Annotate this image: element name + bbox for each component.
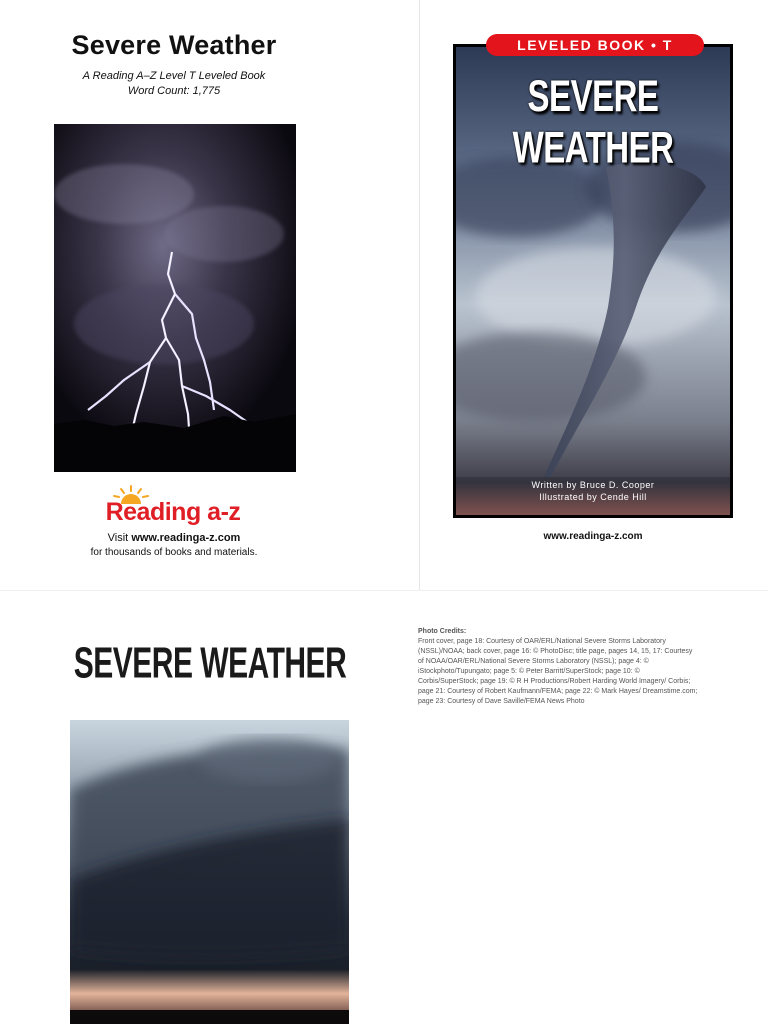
book-subtitle: A Reading A–Z Level T Leveled Book xyxy=(82,70,266,82)
photo-credits-heading: Photo Credits: xyxy=(418,628,467,635)
illustrator-credit: Illustrated by Cende Hill xyxy=(539,492,647,502)
photo-credits-body: Front cover, page 18: Courtesy of OAR/ERL/National Severe Storms Laboratory (NSSL)/NOAA; back cover, page 16: © PhotoDisc; title page, pages 14, 15, 17: Courtesy of NOAA/OAR/ERL/National Severe Storms Laboratory (NSSL); page 4: © iStockphoto/Tupungato; page 5: © Peter Barritt/SuperStock; page 10: © Corbis/SuperStock; page 19: © R H Productions/Robert Harding World Imagery/ Corbis; page 21: Courtesy of Robert Kaufmann/FEMA; page 22: © Mark Hayes/ Dreamstime.com; page 23: Courtesy of Dave Saville/FEMA News Photo xyxy=(418,638,698,705)
book-title: Severe Weather xyxy=(71,30,277,60)
page-divider-horizontal xyxy=(0,590,768,591)
visit-prefix: Visit xyxy=(107,532,129,544)
page-divider-vertical xyxy=(419,0,420,590)
title-page-heading: SEVERE WEATHER xyxy=(73,640,347,688)
word-count: Word Count: 1,775 xyxy=(127,85,221,97)
cover-url-link[interactable]: www.readinga-z.com xyxy=(543,531,643,542)
tagline: for thousands of books and materials. xyxy=(90,547,258,558)
cover-title: SEVERE WEATHER xyxy=(512,70,674,172)
visit-url-link[interactable]: www.readinga-z.com xyxy=(131,532,241,544)
front-cover xyxy=(453,37,733,518)
lightning-photo xyxy=(54,124,296,472)
visit-line xyxy=(0,532,348,544)
reading-az-logo xyxy=(103,484,243,532)
logo-wordmark: Reading a-z xyxy=(105,498,241,526)
author-credit: Written by Bruce D. Cooper xyxy=(531,480,655,490)
storm-cloud-photo xyxy=(70,720,349,1024)
leveled-book-badge: LEVELED BOOK • T xyxy=(486,34,704,56)
